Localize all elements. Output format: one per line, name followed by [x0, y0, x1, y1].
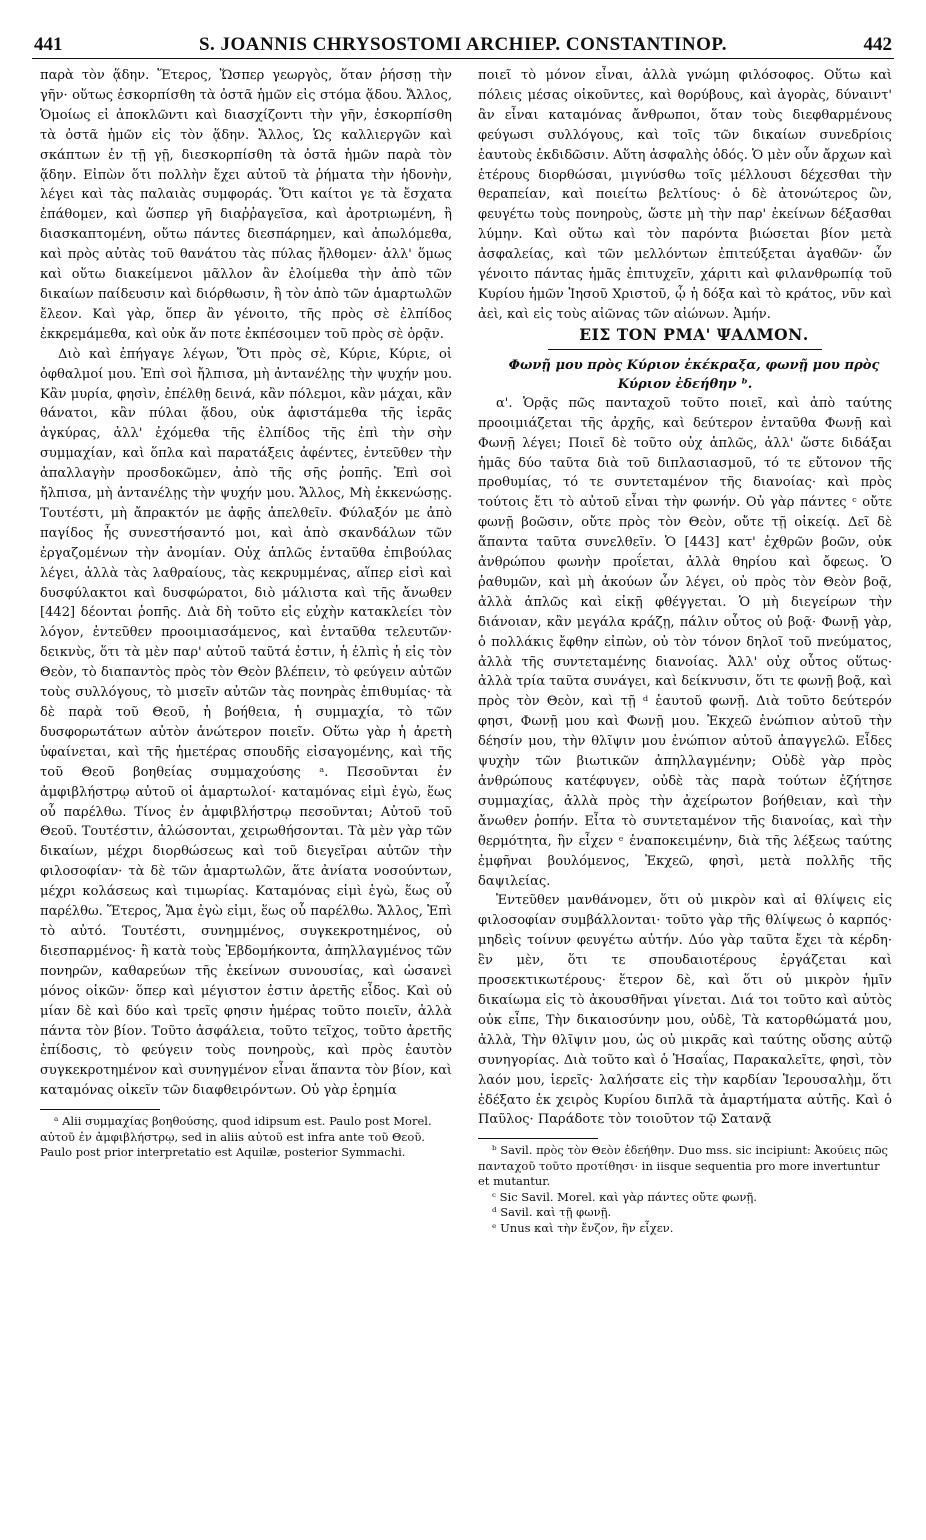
- footnotes: [478, 1138, 892, 1236]
- body-paragraph: Διὸ καὶ ἐπήγαγε λέγων, Ὅτι πρὸς σὲ, Κύριε, Κύριε, οἱ ὀφθαλμοί μου. Ἐπὶ σοὶ ἤλπισα, μὴ ἀντανέλῃς τὴν ψυχήν μου. Κἂν μυρία, φησὶν, ἐπέλθῃ δεινά, κἂν πόλεμοι, κἂν μάχαι, κἂν θάνατοι, κἂν πύλαι ᾅδου, οὐκ ἀφιστάμεθα τῆς ἱερᾶς ἀγκύρας, ἀλλ' ἐχόμεθα τῆς ἐλπίδος τῆς ἐπὶ τὴν σὴν συμμαχίαν, καὶ ὅπλα καὶ παρατάξεις ἀφέντες, ἐντεῦθεν τὴν ἀπαλλαγὴν προσδοκῶμεν, ἀπὸ τῆς σῆς ῥοπῆς. Ἐπὶ σοὶ ἤλπισα, μὴ ἀντανέλῃς τὴν ψυχήν μου. Ἄλλος, Μὴ ἐκκενώσῃς. Τουτέστι, μὴ ἄπρακτόν με ἀφῇς ἀπελθεῖν. Φύλαξόν με ἀπὸ παγίδος ἧς συνεστήσαντό μοι, καὶ ἀπὸ σκανδάλων τῶν ἐργαζομένων τὴν ἀνομίαν. Οὐχ ἁπλῶς ἐνταῦθα ἐπιβούλας λέγει, ἀλλὰ τὰς λαθραίους, τὰς κεκρυμμένας, αἵπερ εἰσὶ καὶ δυσφύλακτοι καὶ δυσφώρατοι, διὸ μάλιστα καὶ τῆς ἄνωθεν [442] δέονται ῥοπῆς. Διὰ δὴ τοῦτο εἰς εὐχὴν κατακλείει τὸν λόγον, ἐντεῦθεν προοιμιασάμενος, καὶ ἐνταῦθα τελευτῶν· δεικνὺς, ὅτι τὰ μὲν παρ' αὐτοῦ ταῦτά ἐστιν, ἡ ἐλπὶς ἡ εἰς τὸν Θεὸν, τὸ διαπαντὸς πρὸς τὸν Θεὸν βλέπειν, τὸ φεύγειν αὐτῶν τοὺς συλλόγους, τὸ μισεῖν αὐτῶν τὰς πονηρὰς ἐπιθυμίας· τὰ δὲ παρὰ τοῦ Θεοῦ, ἡ βοήθεια, ἡ συμμαχία, τὸ τῶν δυσφορωτάτων αὐτὸν ἀνώτερον ποιεῖν. Οὕτω γὰρ ἡ ἀρετὴ ὑφαίνεται, καὶ τῆς ἡμετέρας σπουδῆς εἰσαγομένης, καὶ τῆς τοῦ Θεοῦ βοηθείας συμμαχούσης ᵃ. Πεσοῦνται ἐν ἀμφιβλήστρῳ αὐτοῦ οἱ ἁμαρτωλοί· καταμόνας εἰμὶ ἐγὼ, ἕως οὗ παρέλθω. Τίνος ἐν ἀμφιβλήστρῳ πεσοῦνται; Αὐτοῦ τοῦ Θεοῦ. Τουτέστιν, ἁλώσονται, χειρωθήσονται. Τὰ μὲν γὰρ τῶν δικαίων, μέχρι διορθώσεως καὶ τοῦ διεγεῖραι αὐτῶν τὴν φιλοσοφίαν· τὰ δὲ τῶν ἁμαρτωλῶν, ἅτε ἀνίατα νοσούντων, μέχρι κολάσεως καὶ τιμωρίας. Καταμόνας εἰμὶ ἐγὼ, ἕως οὗ παρέλθω. Ἕτερος, Ἅμα ἐγὼ εἰμι, ἕως οὗ παρέλθω. Ἄλλος, Ἐπὶ τὸ αὐτό. Τουτέστι, συνημμένος, συγκεκροτημένος, οὐ διεσπαρμένος· ἢ κατὰ τοὺς Ἑβδομήκοντα, ἀπηλλαγμένος τῶν πονηρῶν, καθαρεύων τῆς ἐκείνων συνουσίας, καὶ ὡσανεὶ μόνος οἰκῶν· ὅπερ καὶ μέγιστον ἐστιν ἀρετῆς εἶδος. Καὶ οὐ μίαν δὲ καὶ δύο καὶ τρεῖς φησιν ἡμέρας τοῦτο ποιεῖν, ἀλλὰ πάντα τὸν βίον. Τοῦτο ἀσφάλεια, τοῦτο τεῖχος, τοῦτο ἀρετῆς ἐπίδοσις, τὸ φεύγειν τοὺς πονηροὺς, καὶ πρὸς ἑαυτὸν συγκεκροτημένον καὶ συνηγμένον εἶναι ἅπαντα τὸν βίον, καὶ καταμόνας οἰκεῖν τῶν διαφθειρόντων. Οὐ γὰρ ἐρημία: [40, 346, 452, 1099]
- footnote: ᵃ Alii συμμαχίας βοηθούσης, quod idipsum est. Paulo post Morel. αὐτοῦ ἐν ἀμφιβλήστρῳ, sed in aliis αὐτοῦ est infra ante τοῦ Θεοῦ. Paulo post prior interpretatio est Aquilæ, posterior Symmachi.: [40, 1114, 432, 1160]
- running-header: [32, 28, 894, 59]
- right-column: [478, 66, 892, 1236]
- body-paragraph: Ἐντεῦθεν μανθάνομεν, ὅτι οὐ μικρὸν καὶ αἱ θλίψεις εἰς φιλοσοφίαν συμβάλλονται· τοῦτο γὰρ τῆς θλίψεως ὁ καρπός· μηδεὶς τοίνυν φευγέτω αὐτήν. Δύο γὰρ ταῦτα ἔχει τὰ κέρδη· ἓν μὲν, ὅτι τε σπουδαιοτέρους ἐργάζεται καὶ προσεκτικωτέρους· ἕτερον δὲ, καὶ ὅτι οὐ μικρὸν ἡμῖν δικαίωμα εἰς τὸ ἀκουσθῆναι γίνεται. Διά τοι τοῦτο καὶ αὐτὸς οὐκ εἶπε, Τὴν δικαιοσύνην μου, οὐδὲ, Τὰ κατορθώματά μου, ἀλλὰ, Τὴν θλῖψιν μου, ὡς οὐ μικρᾶς καὶ ταύτης οὔσης αὐτῷ συνηγορίας. Διὰ τοῦτο καὶ ὁ Ἡσαΐας, Παρακαλεῖτε, φησὶ, τὸν λαόν μου, ἱερεῖς· λαλήσατε εἰς τὴν καρδίαν Ἱερουσαλὴμ, ὅτι ἐδέξατο ἐκ χειρὸς Κυρίου διπλᾶ τὰ ἁμαρτήματα αὐτῆς. Καὶ ὁ Παῦλος· Παράδοτε τὸν τοιοῦτον τῷ Σατανᾷ: [478, 893, 892, 1128]
- footnote: ᶜ Sic Savil. Morel. καὶ γὰρ πάντες οὔτε φωνῇ.: [492, 1189, 757, 1204]
- footnote-rule: [40, 1109, 160, 1110]
- body-paragraph: α'. Ὁρᾷς πῶς πανταχοῦ τοῦτο ποιεῖ, καὶ ἀπὸ ταύτης προοιμιάζεται τῆς ἀρχῆς, καὶ δεύτερον ἐνταῦθα Φωνῇ καὶ Φωνῇ λέγει; Ποιεῖ δὲ τοῦτο οὐχ ἁπλῶς, ἀλλ' ὥστε διδάξαι ἡμᾶς δύο ταῦτα διὰ τοῦ διπλασιασμοῦ, τό τε εὔτονον τῆς προθυμίας, τό τε συντεταμένον τῆς διανοίας· καὶ πρὸς τούτοις ἔτι τὸ αὐτοῦ εἶναι τὴν φωνήν. Οὐ γὰρ πάντες ᶜ οὔτε φωνῇ βοῶσιν, οὔτε πρὸς τὸν Θεὸν, οὔτε τῇ οἰκείᾳ. Δεῖ δὲ ἅπαντα ταῦτα συνελθεῖν. Ὁ [443] κατ' ἐχθρῶν βοῶν, οὐκ ἀνθρώπου φωνὴν προΐεται, ἀλλὰ θηρίου καὶ ὄφεως. Ὁ ῥαθυμῶν, καὶ μὴ ἀκούων ὧν λέγει, οὐ πρὸς τὸν Θεὸν βοᾷ, ἀλλὰ ἁπλῶς καὶ εἰκῇ φθέγγεται. Ὁ μὴ διεγείρων τὴν διάνοιαν, κἂν μεγάλα κράζῃ, πάλιν οὗτος οὐ βοᾷ· Φωνῇ γὰρ, ὁ πολλάκις ἔφθην εἰπὼν, οὐ τὸν τόνον δηλοῖ τοῦ πνεύματος, ἀλλὰ τῆς συντεταμένης διανοίας. Ἀλλ' οὐχ οὗτος οὕτως· ἀλλὰ τρία ταῦτα συνάγει, καὶ δείκνυσιν, ὅτι τε φωνῇ βοᾷ, καὶ πρὸς τὸν Θεὸν, καὶ τῇ ᵈ ἑαυτοῦ φωνῇ. Διὰ τοῦτο δεύτερόν φησι, Φωνῇ μου καὶ Φωνῇ μου. Ἐκχεῶ ἐνώπιον αὐτοῦ τὴν δέησίν μου, τὴν θλῖψιν μου ἐνώπιον αὐτοῦ ἀπαγγελῶ. Εἶδες ψυχὴν τῶν βιωτικῶν ἀπηλλαγμένην; Οὐδὲ γὰρ πρὸς ἀνθρώπους κατέφυγεν, οὐδὲ τὰς παρὰ τούτων ἐζήτησε συμμαχίας, ἀλλὰ πρὸς τὴν ἀχείρωτον βοήθειαν, καὶ τὴν ἄνωθεν ῥοπήν. Εἶτα τὸ συντεταμένον τῆς διανοίας, καὶ τὴν θερμότητα, ἣν εἶχεν ᵉ ἐναποκειμένην, διὰ τῆς λέξεως ταύτης ἐμφῆναι βουλόμενος, Ἐκχεῶ, φησὶ, μετὰ πολλῆς τῆς δαψιλείας.: [478, 395, 892, 889]
- footnote-rule: [478, 1138, 598, 1139]
- page-number-left: 441: [34, 34, 63, 55]
- running-title: S. JOANNIS CHRYSOSTOMI ARCHIEP. CONSTANTINOP.: [198, 34, 728, 55]
- psalm-title: ΕΙΣ ΤΟΝ ΡΜΑ' ΨΑΛΜΟΝ.: [579, 324, 809, 344]
- body-paragraph: παρὰ τὸν ᾅδην. Ἕτερος, Ὥσπερ γεωργὸς, ὅταν ῥήσσῃ τὴν γῆν· οὕτως ἐσκορπίσθη τὰ ὀστᾶ ἡμῶν εἰς στόμα ᾅδου. Ἄλλος, Ὁμοίως εἰ ἀποκλῶντι καὶ διασχίζοντι τὴν γῆν, ἐσκορπίσθη τὰ ὀστᾶ ἡμῶν εἰς τὸν ᾅδην. Ἄλλος, Ὡς καλλιεργῶν καὶ σκάπτων ἐν τῇ γῇ, διεσκορπίσθη τὰ ὀστᾶ ἡμῶν παρὰ τὸν ᾅδην. Εἰπὼν ὅτι πολλὴν ἔχει αὐτοῦ τὰ ῥήματα τὴν ἡδονὴν, λέγει καὶ τὰς παλαιὰς συμφοράς. Ὅτι καίτοι γε τὰ ἔσχατα ἐπάθομεν, καὶ ὥσπερ γῆ διαῤῥαγεῖσα, καὶ ἀροτριωμένη, ἢ διασκαπτομένη, οὕτω πάντες διεσπάρημεν, καὶ ἀπωλόμεθα, καὶ πρὸς αὐτὰς τοῦ θανάτου τὰς πύλας ἤλθομεν· ἀλλ' ὅμως καὶ οὕτω διακείμενοι μᾶλλον ἂν ἑλοίμεθα τὴν ἀπὸ τῶν δικαίων παίδευσιν καὶ διόρθωσιν, ἢ τὸν ἀπὸ τῶν ἁμαρτωλῶν ἔλεον. Καὶ γὰρ, ὅπερ ἂν γένοιτο, τῆς πρὸς σὲ ἐλπίδος ἐκκρεμάμεθα, καὶ οὐκ ἄν ποτε ἐκπέσοιμεν τοῦ πρὸς σὲ ὁρᾷν.: [40, 68, 452, 342]
- title-rule: [548, 349, 822, 350]
- footnote: ᵇ Savil. πρὸς τὸν Θεὸν ἐδεήθην. Duo mss. sic incipiunt: Ἀκούεις πῶς πανταχοῦ τοῦτο προτίθησι· in iisque sequentia pro more invertuntur et mutantur.: [478, 1143, 888, 1189]
- page-number-right: 442: [863, 34, 892, 55]
- footnote: ᵉ Unus καὶ τὴν ἔνζον, ἣν εἶχεν.: [492, 1220, 674, 1235]
- footnotes: [40, 1109, 452, 1161]
- body-paragraph: ποιεῖ τὸ μόνον εἶναι, ἀλλὰ γνώμη φιλόσοφος. Οὕτω καὶ πόλεις μέσας οἰκοῦντες, καὶ θορύβους, καὶ ἀγορὰς, δύναιντ' ἂν εἶναι καταμόνας ἄνθρωποι, ὅταν τοὺς διεφθαρμένους φεύγωσι συλλόγους, καὶ τοῖς τῶν δικαίων συνεδρίοις ἑαυτοὺς ἐκδιδῶσιν. Αὕτη ἀσφαλὴς ὁδός. Ὁ μὲν οὖν ἄρχων καὶ ἑτέρους διορθώσαι, μιγνύσθω τοῖς μέλλουσι δέχεσθαι τὴν θεραπείαν, καὶ ποιείτω βελτίους· ὁ δὲ ἀτονώτερος ὢν, φευγέτω τοὺς πονηροὺς, ὥστε μὴ τὴν παρ' ἐκείνων δέξασθαι λύμην. Καὶ οὕτω καὶ τὸν παρόντα βιώσεται βίον μετὰ ἀσφαλείας, καὶ τῶν μελλόντων ἐπιτεύξεται ἀγαθῶν· ὧν γένοιτο πάντας ἡμᾶς ἐπιτυχεῖν, χάριτι καὶ φιλανθρωπίᾳ τοῦ Κυρίου ἡμῶν Ἰησοῦ Χριστοῦ, ᾧ ἡ δόξα καὶ τὸ κράτος, νῦν καὶ ἀεὶ, καὶ εἰς τοὺς αἰῶνας τῶν αἰώνων. Ἀμήν.: [478, 68, 892, 322]
- left-column: [40, 66, 452, 1161]
- footnote: ᵈ Savil. καὶ τῇ φωνῇ.: [492, 1205, 612, 1220]
- psalm-subtitle: Φωνῇ μου πρὸς Κύριον ἐκέκραξα, φωνῇ μου πρὸς Κύριον ἐδεήθην ᵇ.: [508, 357, 880, 392]
